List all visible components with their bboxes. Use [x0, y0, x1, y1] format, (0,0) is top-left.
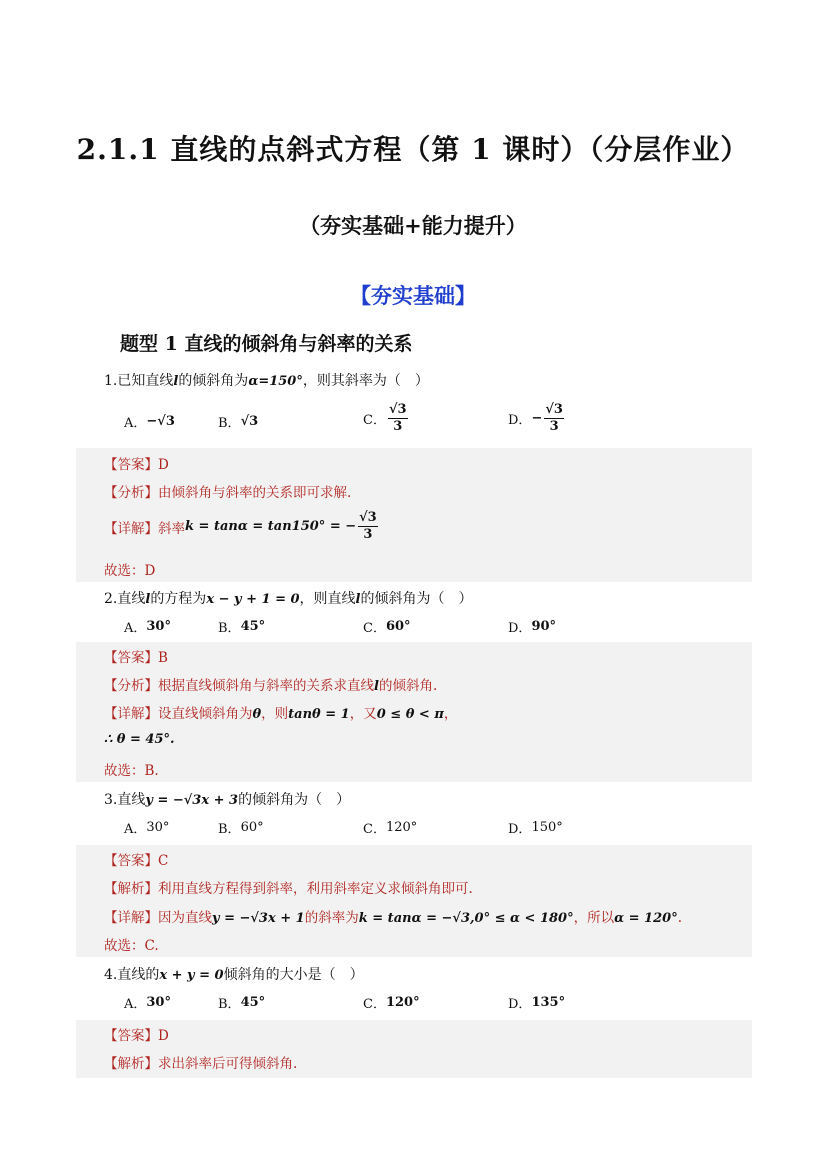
analysis: 【分析】由倾斜角与斜率的关系即可求解. — [104, 485, 352, 501]
question-1-stem: 1.已知直线l的倾斜角为α=150°，则其斜率为（ ） — [104, 373, 429, 389]
option-c: C． 120° — [363, 820, 418, 837]
answer: 【答案】D — [104, 1028, 169, 1044]
analysis: 【解析】利用直线方程得到斜率，利用斜率定义求倾斜角即可. — [104, 881, 473, 897]
question-4-stem: 4.直线的x + y = 0倾斜角的大小是（ ） — [104, 967, 364, 983]
option-a: A． 30° — [124, 820, 170, 837]
option-c: C． 60° — [363, 619, 411, 636]
option-d: D． 150° — [508, 820, 563, 837]
detail: 【详解】设直线倾斜角为θ，则tanθ = 1，又0 ≤ θ < π， — [104, 706, 458, 722]
question-2-stem: 2.直线l的方程为x − y + 1 = 0，则直线l的倾斜角为（ ） — [104, 591, 473, 607]
option-d: D． 90° — [508, 619, 557, 636]
detail: 【详解】 斜率 k = tanα = tan150° = − $\frac{√3}{3}$ — [104, 510, 377, 542]
conclusion: 故选：D — [104, 563, 156, 579]
question-4-solution — [76, 1020, 752, 1078]
detail: 【详解】因为直线y = −√3x + 1的斜率为k = tanα = −√3,0° ≤ α < 180°，所以α = 120°. — [104, 910, 682, 926]
option-c: C． 120° — [363, 995, 420, 1012]
therefore: ∴ θ = 45°. — [104, 732, 175, 747]
option-b: B． 45° — [218, 619, 266, 636]
section-heading: 【夯实基础】 — [350, 283, 476, 308]
analysis: 【分析】根据直线倾斜角与斜率的关系求直线l的倾斜角. — [104, 678, 438, 694]
question-3-solution — [76, 845, 752, 957]
answer: 【答案】C — [104, 853, 169, 869]
answer: 【答案】B — [104, 650, 168, 666]
question-1-options — [0, 400, 826, 440]
page-title: 2.1.1 直线的点斜式方程（第 1 课时）（分层作业） — [76, 133, 750, 166]
option-b: B． √3 — [218, 414, 259, 431]
option-d: D． − $\frac{√3}{3}$ — [508, 402, 563, 434]
option-c: C． $\frac{√3}{3}$ — [363, 402, 407, 434]
question-1-solution — [76, 448, 752, 582]
option-b: B． 45° — [218, 995, 266, 1012]
analysis: 【解析】求出斜率后可得倾斜角. — [104, 1056, 298, 1072]
page-subtitle: （夯实基础+能力提升） — [299, 213, 527, 238]
option-a: A． 30° — [124, 995, 171, 1012]
question-2-solution — [76, 642, 752, 782]
option-b: B． 60° — [218, 820, 264, 837]
conclusion: 故选：B. — [104, 763, 159, 779]
answer: 【答案】D — [104, 457, 169, 473]
option-a: A． 30° — [124, 619, 171, 636]
question-3-stem: 3.直线y = −√3x + 3的倾斜角为（ ） — [104, 792, 351, 808]
conclusion: 故选：C. — [104, 938, 159, 954]
topic-heading: 题型 1 直线的倾斜角与斜率的关系 — [120, 333, 413, 355]
option-d: D． 135° — [508, 995, 566, 1012]
option-a: A． −√3 — [124, 414, 175, 431]
